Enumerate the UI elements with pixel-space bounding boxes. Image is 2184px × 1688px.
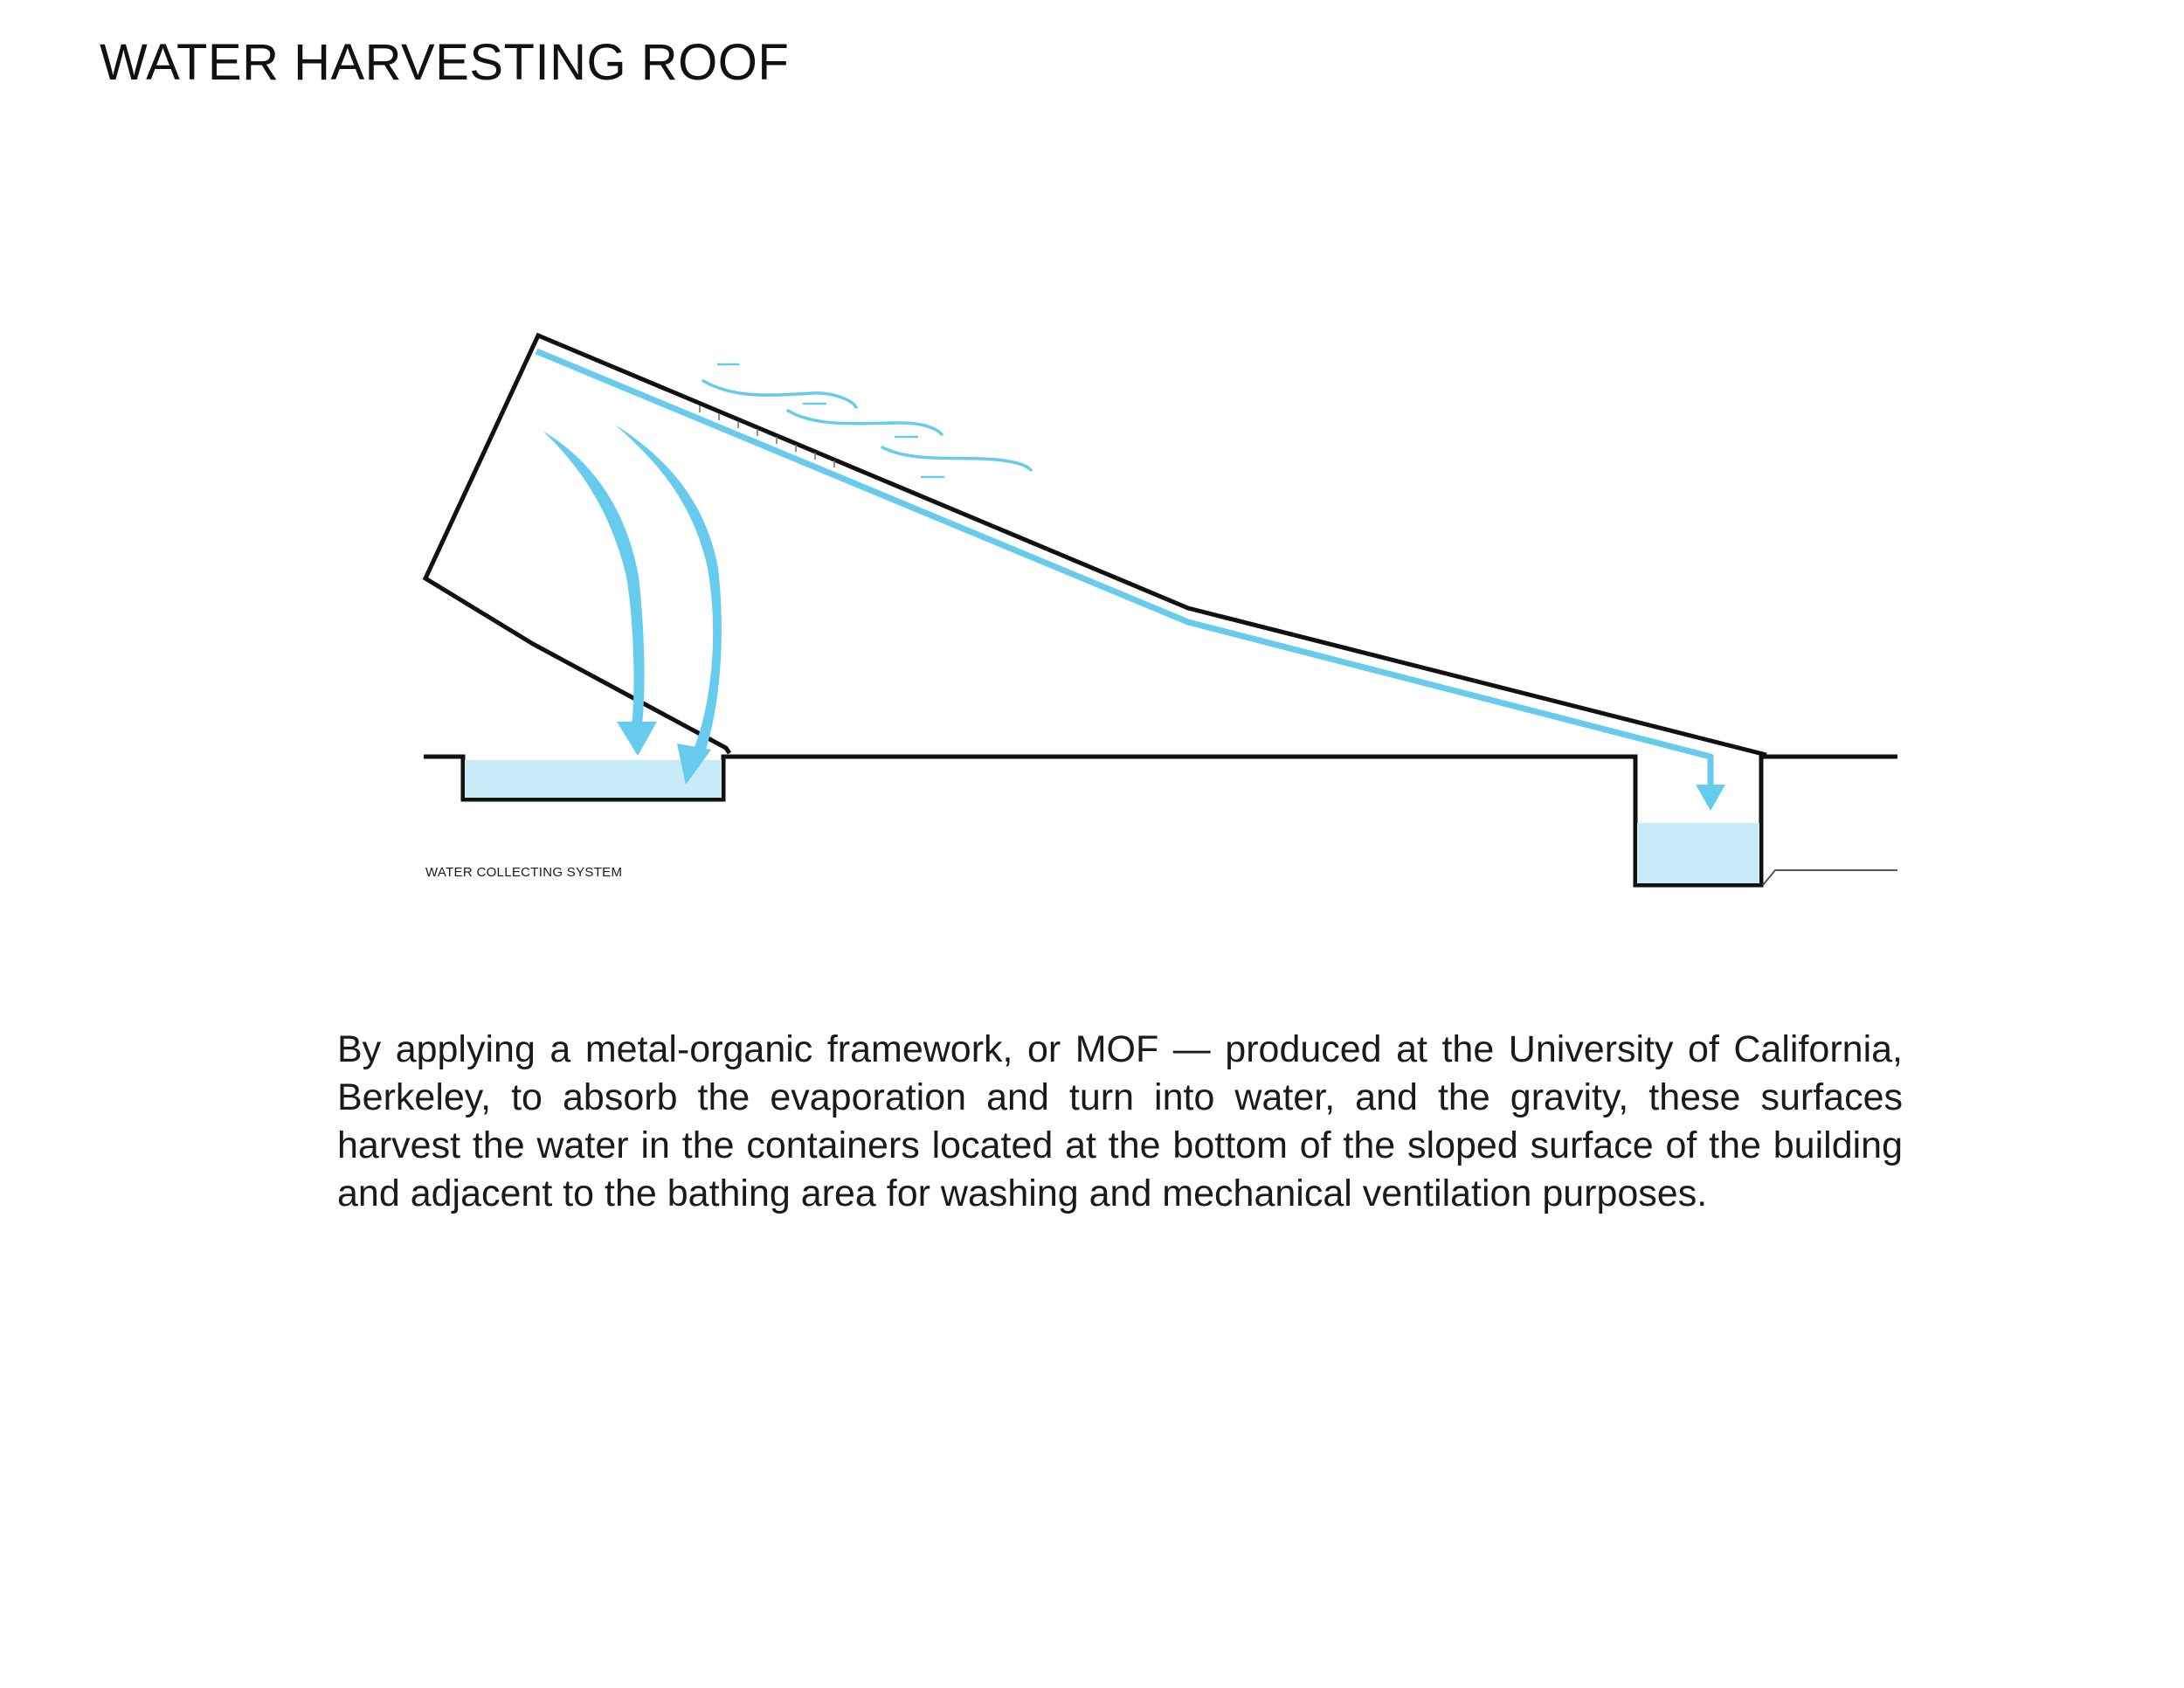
- air-stream-1: [703, 381, 856, 407]
- description-paragraph: By applying a metal-organic framework, or MOF — produced at the University of California, Berkeley, to absorb the evaporation and turn into water, and the gravity, these surfaces harvest the water in the containers located at the bottom of the sloped surface of the building and adjacent to the bathing area for washing and mechanical ventilation purposes.: [337, 1028, 1903, 1214]
- curved-arrow-left: [543, 431, 645, 725]
- wind-stream-icon: [703, 364, 1031, 477]
- tank-inflow-arrowhead: [1696, 785, 1725, 811]
- tank-leader-line: [1763, 870, 1897, 885]
- air-stream-2: [788, 411, 942, 434]
- curved-arrow-left-head: [617, 722, 657, 756]
- page-title: WATER HARVESTING ROOF: [100, 34, 790, 91]
- mof-surface-texture: [700, 405, 834, 467]
- air-stream-3: [882, 447, 1031, 470]
- right-tank-water: [1637, 823, 1759, 883]
- water-collecting-system-label: WATER COLLECTING SYSTEM: [425, 865, 623, 880]
